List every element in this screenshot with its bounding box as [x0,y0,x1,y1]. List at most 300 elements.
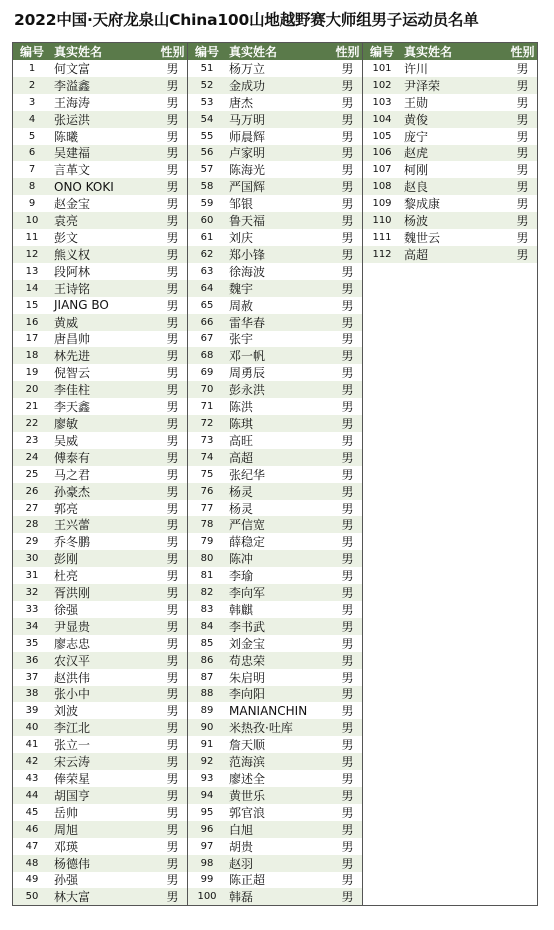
athlete-name: 韩麒 [229,602,254,617]
gender: 男 [341,467,354,482]
table-row [13,161,187,178]
table-row [188,838,362,855]
bib-number: 21 [25,401,39,413]
gender: 男 [166,332,179,347]
table-row [13,618,187,635]
athlete-name: 周勇辰 [229,366,266,381]
table-row [188,533,362,550]
bib-number: 46 [25,823,39,835]
bib-number: 26 [25,485,39,497]
table-column-2 [187,42,362,906]
gender: 男 [341,247,354,262]
table-row [13,550,187,567]
table-header [188,43,362,60]
gender: 男 [166,552,179,567]
athlete-name: 尹泽荣 [404,78,441,93]
empty-row [363,719,537,736]
gender: 男 [341,805,354,820]
table-row [363,111,537,128]
gender: 男 [166,433,179,448]
athlete-name: 李向阳 [229,687,266,702]
table-row [188,246,362,263]
table-row [13,466,187,483]
table-row [13,128,187,145]
empty-row [363,550,537,567]
athlete-name: 杨波 [404,214,429,229]
athlete-name: 张纪华 [229,467,266,482]
table-row [188,212,362,229]
gender: 男 [341,366,354,381]
athlete-name: 杨灵 [229,484,254,499]
gender: 男 [166,873,179,888]
gender: 男 [166,78,179,93]
empty-row [363,364,537,381]
table-row [13,449,187,466]
gender: 男 [166,670,179,685]
bib-number: 92 [200,756,214,768]
bib-number: 51 [200,62,214,74]
gender: 男 [341,704,354,719]
bib-number: 112 [372,248,392,260]
table-row [188,770,362,787]
gender: 男 [516,78,529,93]
athlete-name: 岳帅 [54,805,79,820]
header-number: 编号 [194,45,219,59]
gender: 男 [166,602,179,617]
bib-number: 18 [25,350,39,362]
gender: 男 [516,180,529,195]
gender: 男 [341,112,354,127]
table-row [13,77,187,94]
gender: 男 [166,721,179,736]
bib-number: 32 [25,587,39,599]
gender: 男 [341,687,354,702]
gender: 男 [341,619,354,634]
table-row [188,567,362,584]
athlete-name: 陈正超 [229,873,266,888]
athlete-name: 李佳柱 [54,383,91,398]
bib-number: 13 [25,265,39,277]
bib-number: 73 [200,434,214,446]
bib-number: 64 [200,282,214,294]
table-row [13,669,187,686]
gender: 男 [166,501,179,516]
gender: 男 [166,95,179,110]
bib-number: 80 [200,553,214,565]
athlete-name: 王诗铭 [54,281,91,296]
table-row [188,331,362,348]
table-row [188,229,362,246]
bib-number: 11 [25,232,39,244]
athlete-name: 农汉平 [54,653,91,668]
athlete-name: 陈冲 [229,552,254,567]
bib-number: 41 [25,739,39,751]
bib-number: 3 [28,96,36,108]
table-row [188,736,362,753]
table-row [188,669,362,686]
gender: 男 [341,602,354,617]
table-row [13,686,187,703]
athlete-name: 马之君 [54,467,91,482]
bib-number: 93 [200,773,214,785]
table-row [13,500,187,517]
athlete-name: 唐昌帅 [54,332,91,347]
table-row [188,415,362,432]
athlete-name: 金成功 [229,78,266,93]
bib-number: 29 [25,536,39,548]
athlete-name: 张运洪 [54,112,91,127]
table-column-1 [12,42,187,906]
table-row [13,770,187,787]
bib-number: 33 [25,603,39,615]
gender: 男 [341,315,354,330]
athlete-name: 周旭 [54,822,79,837]
gender: 男 [341,433,354,448]
gender: 男 [341,569,354,584]
bib-number: 94 [200,789,214,801]
table-row [13,297,187,314]
athlete-name: 陈曦 [54,129,79,144]
empty-row [363,415,537,432]
table-row [188,449,362,466]
gender: 男 [341,636,354,651]
athlete-name: 薛稳定 [229,535,266,550]
athlete-name: 庞宁 [404,129,429,144]
table-row [363,94,537,111]
gender: 男 [341,332,354,347]
bib-number: 37 [25,671,39,683]
empty-row [363,669,537,686]
gender: 男 [341,146,354,161]
gender: 男 [516,231,529,246]
athlete-name: 言革文 [54,163,91,178]
table-row [13,702,187,719]
table-row [13,652,187,669]
athlete-name: 赵虎 [404,146,429,161]
table-row [13,753,187,770]
athlete-name: 俸荣星 [54,772,91,787]
table-row [13,821,187,838]
gender: 男 [341,180,354,195]
bib-number: 4 [28,113,36,125]
empty-row [363,381,537,398]
table-row [188,550,362,567]
table-row [188,466,362,483]
athlete-name: 卢家明 [229,146,266,161]
bib-number: 95 [200,806,214,818]
gender: 男 [341,484,354,499]
table-row [188,821,362,838]
athlete-name: 袁亮 [54,214,79,229]
bib-number: 23 [25,434,39,446]
athlete-name: 苟忠荣 [229,653,266,668]
table-row [188,60,362,77]
table-row [363,212,537,229]
table-row [188,635,362,652]
bib-number: 59 [200,198,214,210]
table-row [363,77,537,94]
gender: 男 [341,281,354,296]
bib-number: 44 [25,789,39,801]
table-row [188,787,362,804]
table-row [363,60,537,77]
bib-number: 15 [25,299,39,311]
bib-number: 111 [372,232,392,244]
table-row [188,652,362,669]
gender: 男 [166,738,179,753]
table-row [13,516,187,533]
gender: 男 [166,112,179,127]
gender: 男 [166,822,179,837]
bib-number: 25 [25,468,39,480]
athlete-name: 廖敏 [54,416,79,431]
table-row [13,483,187,500]
gender: 男 [341,298,354,313]
bib-number: 8 [28,181,36,193]
bib-number: 40 [25,722,39,734]
athlete-name: 彭刚 [54,552,79,567]
bib-number: 49 [25,874,39,886]
table-row [363,229,537,246]
bib-number: 50 [25,891,39,903]
bib-number: 16 [25,316,39,328]
athlete-name: 陈洪 [229,400,254,415]
header-gender: 性别 [510,45,535,59]
bib-number: 68 [200,350,214,362]
athlete-name: 赵金宝 [54,197,91,212]
table-row [13,60,187,77]
athlete-name: 孙豪杰 [54,484,91,499]
table-row [188,719,362,736]
empty-row [363,500,537,517]
gender: 男 [166,619,179,634]
bib-number: 54 [200,113,214,125]
athlete-name: 彭文 [54,231,79,246]
athlete-name: 李溢鑫 [54,78,91,93]
bib-number: 34 [25,620,39,632]
gender: 男 [341,416,354,431]
empty-row [363,821,537,838]
athlete-name: 马万明 [229,112,266,127]
athlete-name: 范海滨 [229,755,266,770]
empty-row [363,466,537,483]
gender: 男 [341,518,354,533]
table-header [13,43,187,60]
athlete-name: 杨德伟 [54,856,91,871]
athlete-name: 陈琪 [229,416,254,431]
empty-row [363,787,537,804]
bib-number: 20 [25,384,39,396]
empty-row [363,770,537,787]
gender: 男 [166,146,179,161]
bib-number: 12 [25,248,39,260]
table-row [188,584,362,601]
athlete-name: 林先进 [54,349,91,364]
table-row [13,263,187,280]
gender: 男 [166,180,179,195]
roster-table [12,42,535,906]
bib-number: 5 [28,130,36,142]
table-row [13,347,187,364]
athlete-name: 杜亮 [54,569,79,584]
bib-number: 109 [372,198,392,210]
table-row [363,246,537,263]
bib-number: 66 [200,316,214,328]
bib-number: 14 [25,282,39,294]
table-row [13,855,187,872]
gender: 男 [166,298,179,313]
table-row [13,601,187,618]
table-row [188,872,362,889]
gender: 男 [166,264,179,279]
bib-number: 6 [28,147,36,159]
empty-row [363,686,537,703]
athlete-name: 倪智云 [54,366,91,381]
athlete-name: 黎成康 [404,197,441,212]
empty-row [363,652,537,669]
gender: 男 [341,61,354,76]
table-row [13,415,187,432]
gender: 男 [341,78,354,93]
bib-number: 75 [200,468,214,480]
empty-row [363,872,537,889]
gender: 男 [516,95,529,110]
bib-number: 58 [200,181,214,193]
gender: 男 [341,400,354,415]
table-row [188,686,362,703]
athlete-name: 周赦 [229,298,254,313]
gender: 男 [166,349,179,364]
athlete-name: 魏宇 [229,281,254,296]
bib-number: 38 [25,688,39,700]
bib-number: 7 [28,164,36,176]
bib-number: 104 [372,113,392,125]
gender: 男 [516,197,529,212]
bib-number: 110 [372,215,392,227]
empty-row [363,584,537,601]
bib-number: 52 [200,79,214,91]
athlete-name: 胥洪刚 [54,586,91,601]
table-row [188,111,362,128]
bib-number: 89 [200,705,214,717]
gender: 男 [166,687,179,702]
athlete-name: 刘金宝 [229,636,266,651]
bib-number: 30 [25,553,39,565]
table-row [188,500,362,517]
table-row [188,804,362,821]
empty-row [363,753,537,770]
athlete-name: 唐杰 [229,95,254,110]
athlete-name: 何文富 [54,61,91,76]
table-row [188,161,362,178]
table-row [13,872,187,889]
athlete-name: 段阿林 [54,264,91,279]
gender: 男 [341,839,354,854]
table-row [13,111,187,128]
athlete-name: 詹天顺 [229,738,266,753]
empty-row [363,601,537,618]
bib-number: 78 [200,519,214,531]
athlete-name: 朱启明 [229,670,266,685]
bib-number: 35 [25,637,39,649]
table-row [13,567,187,584]
table-row [188,280,362,297]
athlete-name: 熊义权 [54,247,91,262]
bib-number: 19 [25,367,39,379]
bib-number: 108 [372,181,392,193]
table-row [188,753,362,770]
athlete-name: 杨灵 [229,501,254,516]
table-row [13,736,187,753]
athlete-name: 黄俊 [404,112,429,127]
bib-number: 24 [25,451,39,463]
gender: 男 [341,349,354,364]
bib-number: 9 [28,198,36,210]
athlete-name: 张宇 [229,332,254,347]
gender: 男 [166,231,179,246]
bib-number: 69 [200,367,214,379]
empty-row [363,297,537,314]
gender: 男 [166,518,179,533]
bib-number: 106 [372,147,392,159]
athlete-name: 郑小锋 [229,247,266,262]
bib-number: 82 [200,587,214,599]
gender: 男 [166,416,179,431]
bib-number: 77 [200,502,214,514]
athlete-name: 高旺 [229,433,254,448]
gender: 男 [341,129,354,144]
table-row [13,314,187,331]
gender: 男 [166,450,179,465]
gender: 男 [341,890,354,905]
table-row [188,178,362,195]
athlete-name: 刘波 [54,704,79,719]
table-row [13,280,187,297]
gender: 男 [341,738,354,753]
athlete-name: 廖志忠 [54,636,91,651]
table-row [188,297,362,314]
gender: 男 [166,61,179,76]
athlete-name: 韩磊 [229,890,254,905]
bib-number: 60 [200,215,214,227]
header-gender: 性别 [160,45,185,59]
table-row [13,533,187,550]
table-row [188,601,362,618]
table-row [188,398,362,415]
table-row [188,364,362,381]
gender: 男 [166,755,179,770]
table-row [13,838,187,855]
bib-number: 103 [372,96,392,108]
gender: 男 [341,163,354,178]
bib-number: 99 [200,874,214,886]
athlete-name: 黄世乐 [229,788,266,803]
gender: 男 [341,670,354,685]
athlete-name: 雷华春 [229,315,266,330]
bib-number: 98 [200,857,214,869]
bib-number: 17 [25,333,39,345]
gender: 男 [516,112,529,127]
empty-row [363,449,537,466]
athlete-name: 赵良 [404,180,429,195]
bib-number: 67 [200,333,214,345]
empty-row [363,483,537,500]
athlete-name: 高超 [229,450,254,465]
athlete-name: 宋云涛 [54,755,91,770]
athlete-name: 傅泰有 [54,450,91,465]
table-row [363,195,537,212]
table-row [363,128,537,145]
